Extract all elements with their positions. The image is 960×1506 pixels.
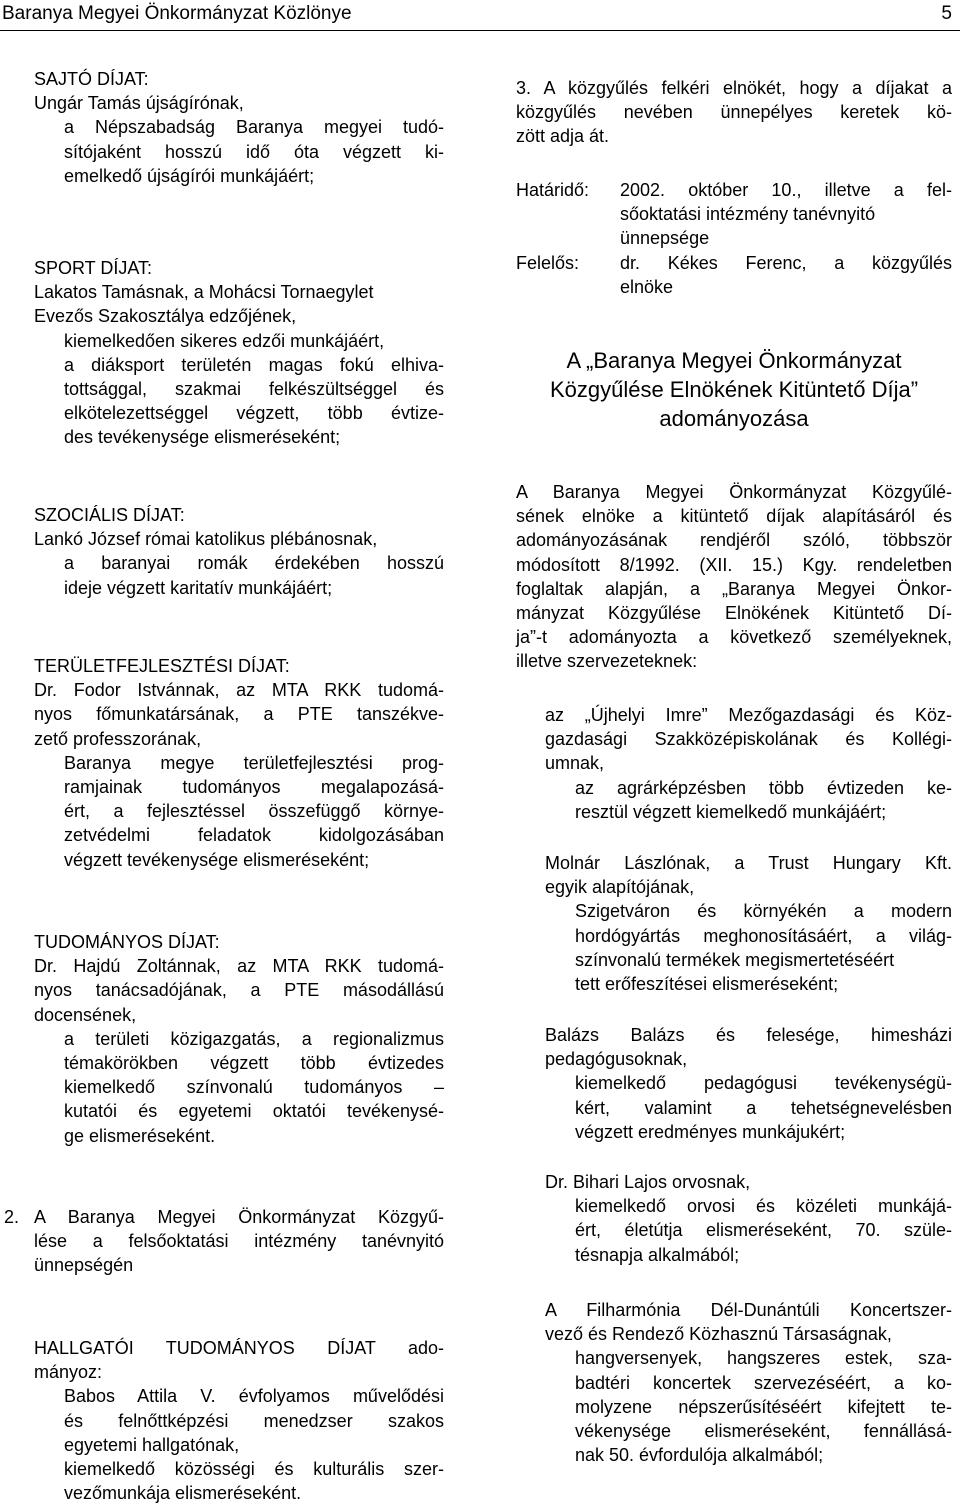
regional-award-recipient: Dr. Fodor Istvánnak, az MTA RKK tudomá-	[34, 680, 444, 701]
recipient-name: umnak,	[545, 753, 605, 774]
recipient-reason: vékenysége elismeréseként, fennállásá-	[575, 1421, 952, 1442]
recipient-item	[545, 703, 952, 824]
sport-award-text: kiemelkedően sikeres edzői munkájáért,	[64, 330, 385, 351]
recipient-item	[545, 1170, 952, 1267]
publication-title: Baranya Megyei Önkormányzat Közlönye	[2, 3, 352, 24]
recipient-reason: Szigetváron és környékén a modern	[575, 901, 952, 922]
regional-award-text: végzett tevékenysége elismeréseként;	[64, 849, 370, 870]
deadline-value: ünnepsége	[620, 228, 710, 249]
point-3	[516, 76, 952, 149]
recipient-reason: hangversenyek, hangszeres estek, sza-	[575, 1348, 952, 1369]
recipient-reason: molyzene népszerűsítéséért kifejtett te-	[575, 1396, 952, 1417]
science-award-heading: TUDOMÁNYOS DÍJAT:	[34, 932, 220, 952]
science-award	[34, 930, 444, 1148]
sport-award-text: des tevékenysége elismeréseként;	[64, 427, 341, 448]
recipient-name: A Filharmónia Dél-Dunántúli Koncertszer-	[545, 1300, 952, 1320]
regional-award-recipient: zető professzorának,	[34, 728, 202, 749]
recipient-reason: tett erőfeszítései elismeréseként;	[575, 974, 839, 995]
page-number: 5	[941, 3, 952, 24]
student-award-text: vezőmunkája elismeréseként.	[64, 1483, 302, 1504]
section-title	[516, 346, 952, 433]
intro-line: foglaltak alapján, a „Baranya Megyei Önkor-	[516, 578, 952, 599]
recipient-reason: tésnapja alkalmából;	[575, 1244, 740, 1265]
social-award-heading: SZOCIÁLIS DÍJAT:	[34, 505, 185, 525]
press-award-text: emelkedő újságírói munkájáért;	[64, 165, 315, 186]
recipient-reason: hordógyártás meghonosításáért, a világ-	[575, 925, 952, 946]
regional-award-text: Baranya megye területfejlesztési prog-	[64, 752, 444, 773]
deadline-value: sőoktatási intézmény tanévnyitó	[620, 204, 876, 225]
recipient-name: gazdasági Szakközépiskolának és Kollégi-	[545, 729, 952, 750]
intro-line: A Baranya Megyei Önkormányzat Közgyűlé-	[516, 482, 952, 502]
student-award-text: kiemelkedő közösségi és kulturális szer-	[64, 1459, 444, 1480]
intro-line: sének elnöke a kitüntető díjak alapításáról és	[516, 506, 952, 527]
student-science-award	[34, 1336, 444, 1505]
science-award-text: ge elismeréseként.	[64, 1125, 216, 1146]
science-award-text: kiemelkedő színvonalú tudományos –	[64, 1077, 444, 1098]
regional-development-award	[34, 654, 444, 872]
student-award-text: Babos Attila V. évfolyamos művelődési	[64, 1386, 444, 1407]
responsible-label: Felelős:	[516, 253, 580, 273]
deadline-value: 2002. október 10., illetve a fel-	[620, 180, 952, 200]
student-award-text: és felnőttképzési menedzser szakos	[64, 1410, 444, 1431]
sport-award-heading: SPORT DÍJAT:	[34, 258, 153, 278]
deadline-label: Határidő:	[516, 180, 590, 200]
point-3-text: 3. A közgyűlés felkéri elnökét, hogy a díjakat a	[516, 78, 952, 98]
recipient-reason: színvonalú termékek megismertetéséért	[575, 949, 895, 970]
student-award-heading: mányoz:	[34, 1362, 103, 1383]
sport-award-text: tottsággal, szakmai felkészültséggel és	[64, 379, 444, 400]
recipient-reason: kért, valamint a tehetségnevelésben	[575, 1097, 952, 1118]
responsible-value: dr. Kékes Ferenc, a közgyűlés	[620, 253, 952, 273]
recipient-name: Balázs Balázs és felesége, himesházi	[545, 1025, 952, 1045]
regional-award-heading: TERÜLETFEJLESZTÉSI DÍJAT:	[34, 656, 290, 676]
section-title-line: adományozása	[659, 406, 809, 431]
recipient-item	[545, 851, 952, 996]
page-header	[0, 0, 960, 31]
press-award	[34, 67, 444, 188]
recipient-reason: ért, életútja elismeréseként, 70. szüle-	[575, 1220, 952, 1241]
recipient-reason: kiemelkedő pedagógusi tevékenységü-	[575, 1073, 952, 1094]
responsible-value: elnöke	[620, 277, 674, 298]
social-award	[34, 503, 444, 600]
section-title-line: A „Baranya Megyei Önkormányzat	[566, 348, 902, 373]
point-3-text: zött adja át.	[516, 126, 610, 147]
deadline-block	[516, 178, 952, 251]
responsible-line	[516, 251, 952, 275]
social-award-text: a baranyai romák érdekében hosszú	[64, 553, 444, 574]
intro-line: mányzat Közgyűlése Elnökének Kitüntető Dí-	[516, 603, 952, 624]
intro-line: adományozásának rendjéről szóló, többször	[516, 530, 952, 551]
recipient-name: Dr. Bihari Lajos orvosnak,	[545, 1172, 751, 1192]
social-award-text: ideje végzett karitatív munkájáért;	[64, 577, 333, 598]
point-2-number: 2.	[4, 1207, 20, 1227]
sport-award-text: elkötelezettséggel végzett, több évtize-	[64, 403, 444, 424]
section-title-line: Közgyűlése Elnökének Kitüntető Díja”	[549, 377, 919, 402]
recipient-reason: kiemelkedő orvosi és közéleti munkájá-	[575, 1196, 952, 1217]
point-2-text: lése a felsőoktatási intézmény tanévnyitó	[34, 1231, 444, 1252]
regional-award-text: zetvédelmi feladatok kidolgozásában	[64, 825, 444, 846]
recipient-item	[545, 1298, 952, 1467]
recipient-reason: badtéri koncertek szervezéséért, a ko-	[575, 1372, 952, 1393]
press-award-text: sítójaként hosszú idő óta végzett ki-	[64, 141, 444, 162]
science-award-text: kutatói és egyetemi oktatói tevékenysé-	[64, 1101, 444, 1122]
regional-award-text: ért, a fejlesztéssel összefüggő környe-	[64, 801, 444, 822]
recipient-name: egyik alapítójának,	[545, 877, 695, 898]
science-award-text: a területi közigazgatás, a regionalizmus	[64, 1028, 444, 1049]
recipient-name: az „Újhelyi Imre” Mezőgazdasági és Köz-	[545, 705, 952, 725]
press-award-text: a Népszabadság Baranya megyei tudó-	[64, 117, 444, 138]
intro-line: módosított 8/1992. (XII. 15.) Kgy. rendeletben	[516, 554, 952, 575]
press-award-heading: SAJTÓ DÍJAT:	[34, 69, 149, 89]
science-award-recipient: docensének,	[34, 1004, 137, 1025]
recipient-name: vező és Rendező Közhasznú Társaságnak,	[545, 1324, 892, 1345]
regional-award-recipient: nyos főmunkatársának, a PTE tanszékve-	[34, 704, 444, 725]
science-award-text: témakörökben végzett több évtizedes	[64, 1053, 444, 1074]
deadline-line	[516, 178, 952, 202]
press-award-recipient: Ungár Tamás újságírónak,	[34, 93, 244, 114]
recipient-reason: resztül végzett kiemelkedő munkájáért;	[575, 801, 887, 822]
social-award-recipient: Lankó József római katolikus plébánosnak,	[34, 529, 378, 550]
science-award-recipient: nyos tanácsadójának, a PTE másodállású	[34, 980, 444, 1001]
sport-award-recipient: Evezős Szakosztálya edzőjének,	[34, 306, 297, 327]
recipient-item	[545, 1023, 952, 1144]
sport-award	[34, 256, 444, 450]
student-award-text: egyetemi hallgatónak,	[64, 1434, 240, 1455]
intro-paragraph	[516, 480, 952, 674]
point-2-text: A Baranya Megyei Önkormányzat Közgyű-	[34, 1207, 444, 1227]
recipient-reason: az agrárképzésben több évtizeden ke-	[575, 777, 952, 798]
student-award-heading: HALLGATÓI TUDOMÁNYOS DÍJAT ado-	[34, 1338, 444, 1358]
point-2-text: ünnepségén	[34, 1255, 134, 1276]
sport-award-text: a diáksport területén magas fokú elhiva-	[64, 354, 444, 375]
intro-line: ja”-t adományozta a következő személyeknek,	[516, 627, 952, 648]
point-2	[4, 1205, 444, 1278]
responsible-block	[516, 251, 952, 299]
science-award-recipient: Dr. Hajdú Zoltánnak, az MTA RKK tudomá-	[34, 956, 444, 977]
sport-award-recipient: Lakatos Tamásnak, a Mohácsi Tornaegylet	[34, 282, 374, 303]
point-3-text: közgyűlés nevében ünnepélyes keretek kö-	[516, 102, 952, 123]
recipient-reason: végzett eredményes munkájukért;	[575, 1121, 846, 1142]
intro-line: illetve szervezeteknek:	[516, 651, 698, 672]
recipient-name: pedagógusoknak,	[545, 1049, 688, 1070]
recipient-reason: nak 50. évfordulója alkalmából;	[575, 1445, 824, 1466]
regional-award-text: ramjainak tudományos megalapozásá-	[64, 777, 444, 798]
recipient-name: Molnár Lászlónak, a Trust Hungary Kft.	[545, 853, 952, 873]
